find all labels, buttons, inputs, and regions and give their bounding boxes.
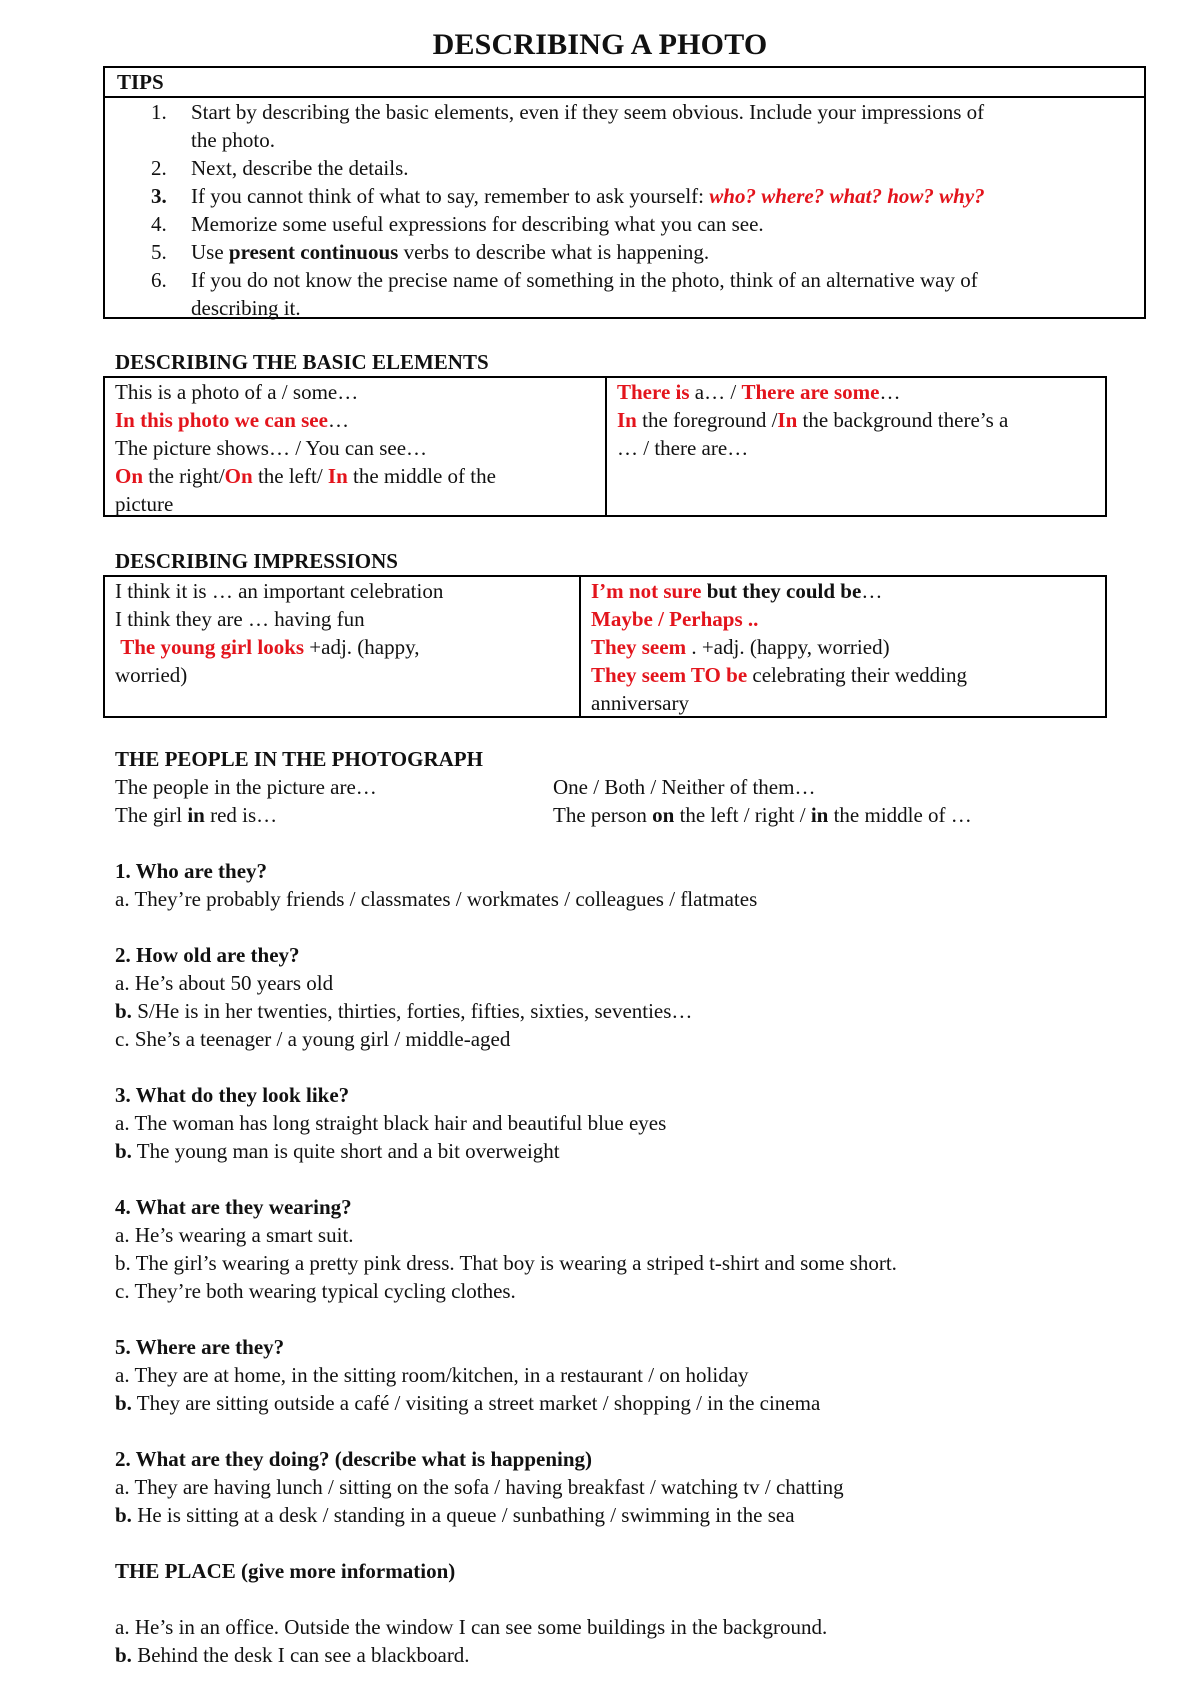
- answer-letter: b.: [115, 1251, 131, 1275]
- answer-letter: a.: [115, 887, 130, 911]
- impressions-left-cell: [105, 577, 579, 716]
- answer: [115, 1501, 844, 1529]
- answer: [115, 1277, 897, 1305]
- phrase: I think it is … an important celebration: [115, 579, 444, 603]
- tip-question-words: who? where? what? how? why?: [709, 184, 985, 208]
- phrase: worried): [115, 663, 188, 687]
- phrase: [617, 406, 1095, 434]
- phrase-rest: the middle of the: [347, 464, 496, 488]
- tip-text: Start by describing the basic elements, even if they seem obvious. Include your impressions of: [191, 100, 985, 124]
- answer-letter: b.: [115, 999, 132, 1023]
- phrase-highlight: They seem: [591, 635, 687, 659]
- answer-text: He’s wearing a smart suit.: [129, 1223, 354, 1247]
- tip-number: 3.: [151, 184, 167, 208]
- phrase-bold: but they could be: [701, 579, 862, 603]
- answer: [115, 1473, 844, 1501]
- answer-text: The girl’s wearing a pretty pink dress. That boy is wearing a striped t-shirt and some short.: [130, 1251, 897, 1275]
- phrase: … / there are…: [617, 436, 749, 460]
- question-heading: 1. Who are they?: [115, 859, 268, 883]
- question-5-block: [115, 1333, 820, 1417]
- tip-text: If you do not know the precise name of something in the photo, think of an alternative way of: [191, 268, 978, 292]
- phrase: [115, 406, 595, 434]
- phrase: I think they are … having fun: [115, 607, 365, 631]
- phrase: [591, 633, 1095, 661]
- tip-item-1: [105, 98, 1144, 154]
- answer-letter: a.: [115, 1475, 130, 1499]
- question-3-block: [115, 1081, 666, 1165]
- answer-letter: b.: [115, 1503, 132, 1527]
- tip-text-continued: describing it.: [191, 296, 301, 320]
- people-phrase: [553, 801, 972, 829]
- people-phrase: The people in the picture are…: [115, 775, 377, 799]
- question-1-block: [115, 857, 757, 913]
- answer: [115, 1137, 666, 1165]
- tip-number: 1.: [151, 100, 167, 124]
- answer-text: He’s in an office. Outside the window I can see some buildings in the background.: [129, 1615, 828, 1639]
- phrase-highlight: On: [224, 464, 253, 488]
- answer-letter: a.: [115, 1363, 130, 1387]
- phrase-part: red is…: [204, 803, 278, 827]
- phrase-rest: …: [327, 408, 349, 432]
- page-title: DESCRIBING A PHOTO: [432, 28, 768, 61]
- phrase-highlight: The young girl looks: [120, 635, 305, 659]
- tip-item-2: [105, 154, 1144, 182]
- answer: [115, 885, 757, 913]
- phrase-rest: …: [861, 579, 883, 603]
- answer-text: S/He is in her twenties, thirties, forties, fifties, sixties, seventies…: [131, 999, 693, 1023]
- question-heading: 2. How old are they?: [115, 943, 300, 967]
- people-phrase: One / Both / Neither of them…: [553, 775, 816, 799]
- phrase-bold: in: [187, 803, 205, 827]
- question-heading: 3. What do they look like?: [115, 1083, 350, 1107]
- answer-letter: a.: [115, 971, 130, 995]
- answer: [115, 1641, 827, 1669]
- answer: [115, 1025, 692, 1053]
- impressions-table: [103, 575, 1107, 718]
- answer-text: They’re probably friends / classmates / workmates / colleagues / flatmates: [129, 887, 758, 911]
- phrase-rest: the background there’s a: [797, 408, 1009, 432]
- answer-letter: b.: [115, 1391, 132, 1415]
- tip-bold-term: present continuous: [228, 240, 399, 264]
- phrase: picture: [115, 492, 174, 516]
- tip-text: Memorize some useful expressions for describing what you can see.: [191, 212, 764, 236]
- question-heading: 2. What are they doing? (describe what is happening): [115, 1447, 593, 1471]
- impressions-heading: DESCRIBING IMPRESSIONS: [115, 549, 398, 573]
- tips-list: [105, 98, 1144, 322]
- answer-letter: c.: [115, 1027, 130, 1051]
- phrase: [617, 378, 1095, 406]
- phrase-highlight: There is: [617, 380, 690, 404]
- phrase-rest: celebrating their wedding: [747, 663, 967, 687]
- answer-text: He’s about 50 years old: [129, 971, 334, 995]
- phrase-highlight: Maybe / Perhaps ..: [591, 607, 759, 631]
- phrase-highlight: In this photo we can see: [115, 408, 328, 432]
- question-heading: 5. Where are they?: [115, 1335, 285, 1359]
- phrase-highlight: There are some: [741, 380, 880, 404]
- basic-elements-left-cell: [105, 378, 605, 515]
- answer-text: She’s a teenager / a young girl / middle-aged: [129, 1027, 511, 1051]
- answer-text: They are at home, in the sitting room/kitchen, in a restaurant / on holiday: [129, 1363, 749, 1387]
- phrase-part: The person: [553, 803, 653, 827]
- answer-letter: a.: [115, 1223, 130, 1247]
- phrase: This is a photo of a / some…: [115, 380, 359, 404]
- phrase-highlight: In: [327, 464, 348, 488]
- question-heading: 4. What are they wearing?: [115, 1195, 352, 1219]
- answer-letter: b.: [115, 1643, 132, 1667]
- answer: [115, 1389, 820, 1417]
- spacer: [115, 1585, 827, 1613]
- answer-text: They’re both wearing typical cycling clothes.: [129, 1279, 516, 1303]
- phrase-highlight: I’m not sure: [591, 579, 702, 603]
- tip-item-6: [105, 266, 1144, 322]
- tips-heading: TIPS: [105, 68, 1144, 98]
- place-heading: THE PLACE (give more information): [115, 1559, 456, 1583]
- place-block: [115, 1557, 827, 1669]
- tip-text: If you cannot think of what to say, remember to ask yourself:: [191, 184, 710, 208]
- answer-text: The woman has long straight black hair and beautiful blue eyes: [129, 1111, 667, 1135]
- answer-text: They are sitting outside a café / visiting a street market / shopping / in the cinema: [131, 1391, 821, 1415]
- phrase-rest: the foreground /: [636, 408, 778, 432]
- phrase: [115, 462, 595, 490]
- phrase-bold: in: [810, 803, 829, 827]
- question-6-block: [115, 1445, 844, 1529]
- tip-text: Next, describe the details.: [191, 156, 409, 180]
- tip-item-4: [105, 210, 1144, 238]
- answer: [115, 1221, 897, 1249]
- tips-box: [103, 66, 1146, 319]
- basic-elements-right-cell: [605, 378, 1105, 515]
- answer: [115, 1613, 827, 1641]
- tip-text-continued: the photo.: [191, 128, 275, 152]
- answer: [115, 969, 692, 997]
- phrase-highlight: They seem TO be: [591, 663, 748, 687]
- phrase-part: the left / right /: [674, 803, 811, 827]
- phrase: [591, 605, 1095, 633]
- phrase: [591, 577, 1095, 605]
- people-heading: THE PEOPLE IN THE PHOTOGRAPH: [115, 747, 483, 771]
- phrase-rest: a… /: [689, 380, 742, 404]
- phrase-rest: . +adj. (happy, worried): [686, 635, 890, 659]
- tip-number: 4.: [151, 212, 167, 236]
- answer: [115, 997, 692, 1025]
- tip-text-rest: verbs to describe what is happening.: [398, 240, 710, 264]
- answer-text: Behind the desk I can see a blackboard.: [131, 1643, 470, 1667]
- phrase-highlight: In: [777, 408, 798, 432]
- phrase-rest: the right/: [143, 464, 225, 488]
- phrase-part: the middle of …: [828, 803, 972, 827]
- phrase: anniversary: [591, 691, 689, 715]
- people-phrase: [115, 801, 277, 829]
- answer-text: He is sitting at a desk / standing in a queue / sunbathing / swimming in the sea: [131, 1503, 795, 1527]
- question-4-block: [115, 1193, 897, 1305]
- answer: [115, 1361, 820, 1389]
- phrase-bold: on: [652, 803, 675, 827]
- phrase-rest: …: [879, 380, 901, 404]
- phrase: [591, 661, 1095, 689]
- tip-number: 6.: [151, 268, 167, 292]
- answer-letter: c.: [115, 1279, 130, 1303]
- tip-item-3: [105, 182, 1144, 210]
- tip-number: 5.: [151, 240, 167, 264]
- tip-number: 2.: [151, 156, 167, 180]
- tip-text: Use: [191, 240, 229, 264]
- phrase: [115, 633, 569, 661]
- phrase-rest: +adj. (happy,: [304, 635, 420, 659]
- phrase-part: The girl: [115, 803, 188, 827]
- answer: [115, 1109, 666, 1137]
- basic-elements-heading: DESCRIBING THE BASIC ELEMENTS: [115, 350, 489, 374]
- phrase-rest: the left/: [252, 464, 328, 488]
- phrase-highlight: In: [617, 408, 637, 432]
- answer-letter: a.: [115, 1615, 130, 1639]
- basic-elements-table: [103, 376, 1107, 517]
- answer: [115, 1249, 897, 1277]
- impressions-right-cell: [579, 577, 1105, 716]
- answer-letter: b.: [115, 1139, 132, 1163]
- answer-text: They are having lunch / sitting on the sofa / having breakfast / watching tv / chatting: [129, 1475, 844, 1499]
- tip-item-5: [105, 238, 1144, 266]
- question-2-block: [115, 941, 692, 1053]
- answer-text: The young man is quite short and a bit overweight: [131, 1139, 560, 1163]
- phrase: The picture shows… / You can see…: [115, 436, 428, 460]
- answer-letter: a.: [115, 1111, 130, 1135]
- phrase-highlight: On: [115, 464, 144, 488]
